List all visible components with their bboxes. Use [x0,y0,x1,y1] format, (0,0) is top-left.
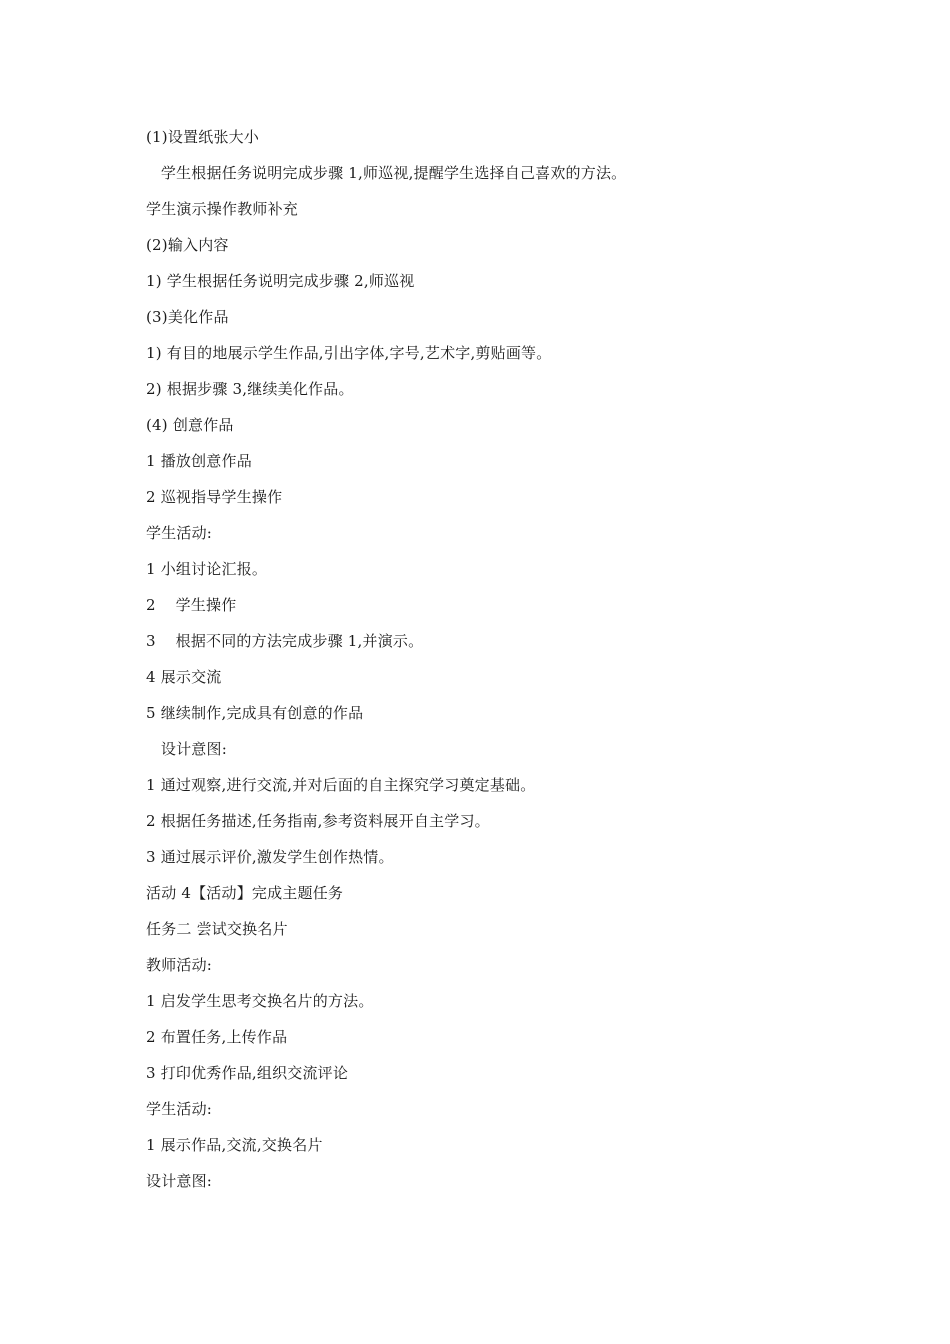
text-line: 1 通过观察,进行交流,并对后面的自主探究学习奠定基础。 [146,776,536,794]
text-line: 1) 有目的地展示学生作品,引出字体,字号,艺术字,剪贴画等。 [146,344,552,362]
text-line: 2 布置任务,上传作品 [146,1028,288,1046]
text-line: 1 小组讨论汇报。 [146,560,268,578]
text-line: 1 播放创意作品 [146,452,252,470]
text-line: (4) 创意作品 [146,416,234,434]
text-line: 1) 学生根据任务说明完成步骤 2,师巡视 [146,272,415,290]
text-line: 2 巡视指导学生操作 [146,488,283,506]
document-body [146,123,826,1203]
text-line: 2 学生操作 [146,596,237,614]
text-line: 学生活动: [146,524,213,542]
text-line: 设计意图: [146,1172,213,1190]
text-line: 2) 根据步骤 3,继续美化作品。 [146,380,354,398]
text-line: 3 打印优秀作品,组织交流评论 [146,1064,349,1082]
text-line: (2)输入内容 [146,236,229,254]
text-line: 任务二 尝试交换名片 [146,920,288,938]
text-line: 学生根据任务说明完成步骤 1,师巡视,提醒学生选择自己喜欢的方法。 [146,164,627,182]
text-line: 1 展示作品,交流,交换名片 [146,1136,323,1154]
text-line: 活动 4【活动】完成主题任务 [146,884,344,902]
text-line: 1 启发学生思考交换名片的方法。 [146,992,374,1010]
text-line: 教师活动: [146,956,213,974]
text-line: 学生活动: [146,1100,213,1118]
text-line: 5 继续制作,完成具有创意的作品 [146,704,364,722]
text-line: 3 根据不同的方法完成步骤 1,并演示。 [146,632,424,650]
text-line: 2 根据任务描述,任务指南,参考资料展开自主学习。 [146,812,490,830]
text-line: (3)美化作品 [146,308,229,326]
text-line: 3 通过展示评价,激发学生创作热情。 [146,848,394,866]
text-line: 4 展示交流 [146,668,222,686]
text-line: 设计意图: [146,740,227,758]
text-line: 学生演示操作教师补充 [146,200,299,218]
text-line: (1)设置纸张大小 [146,128,260,146]
